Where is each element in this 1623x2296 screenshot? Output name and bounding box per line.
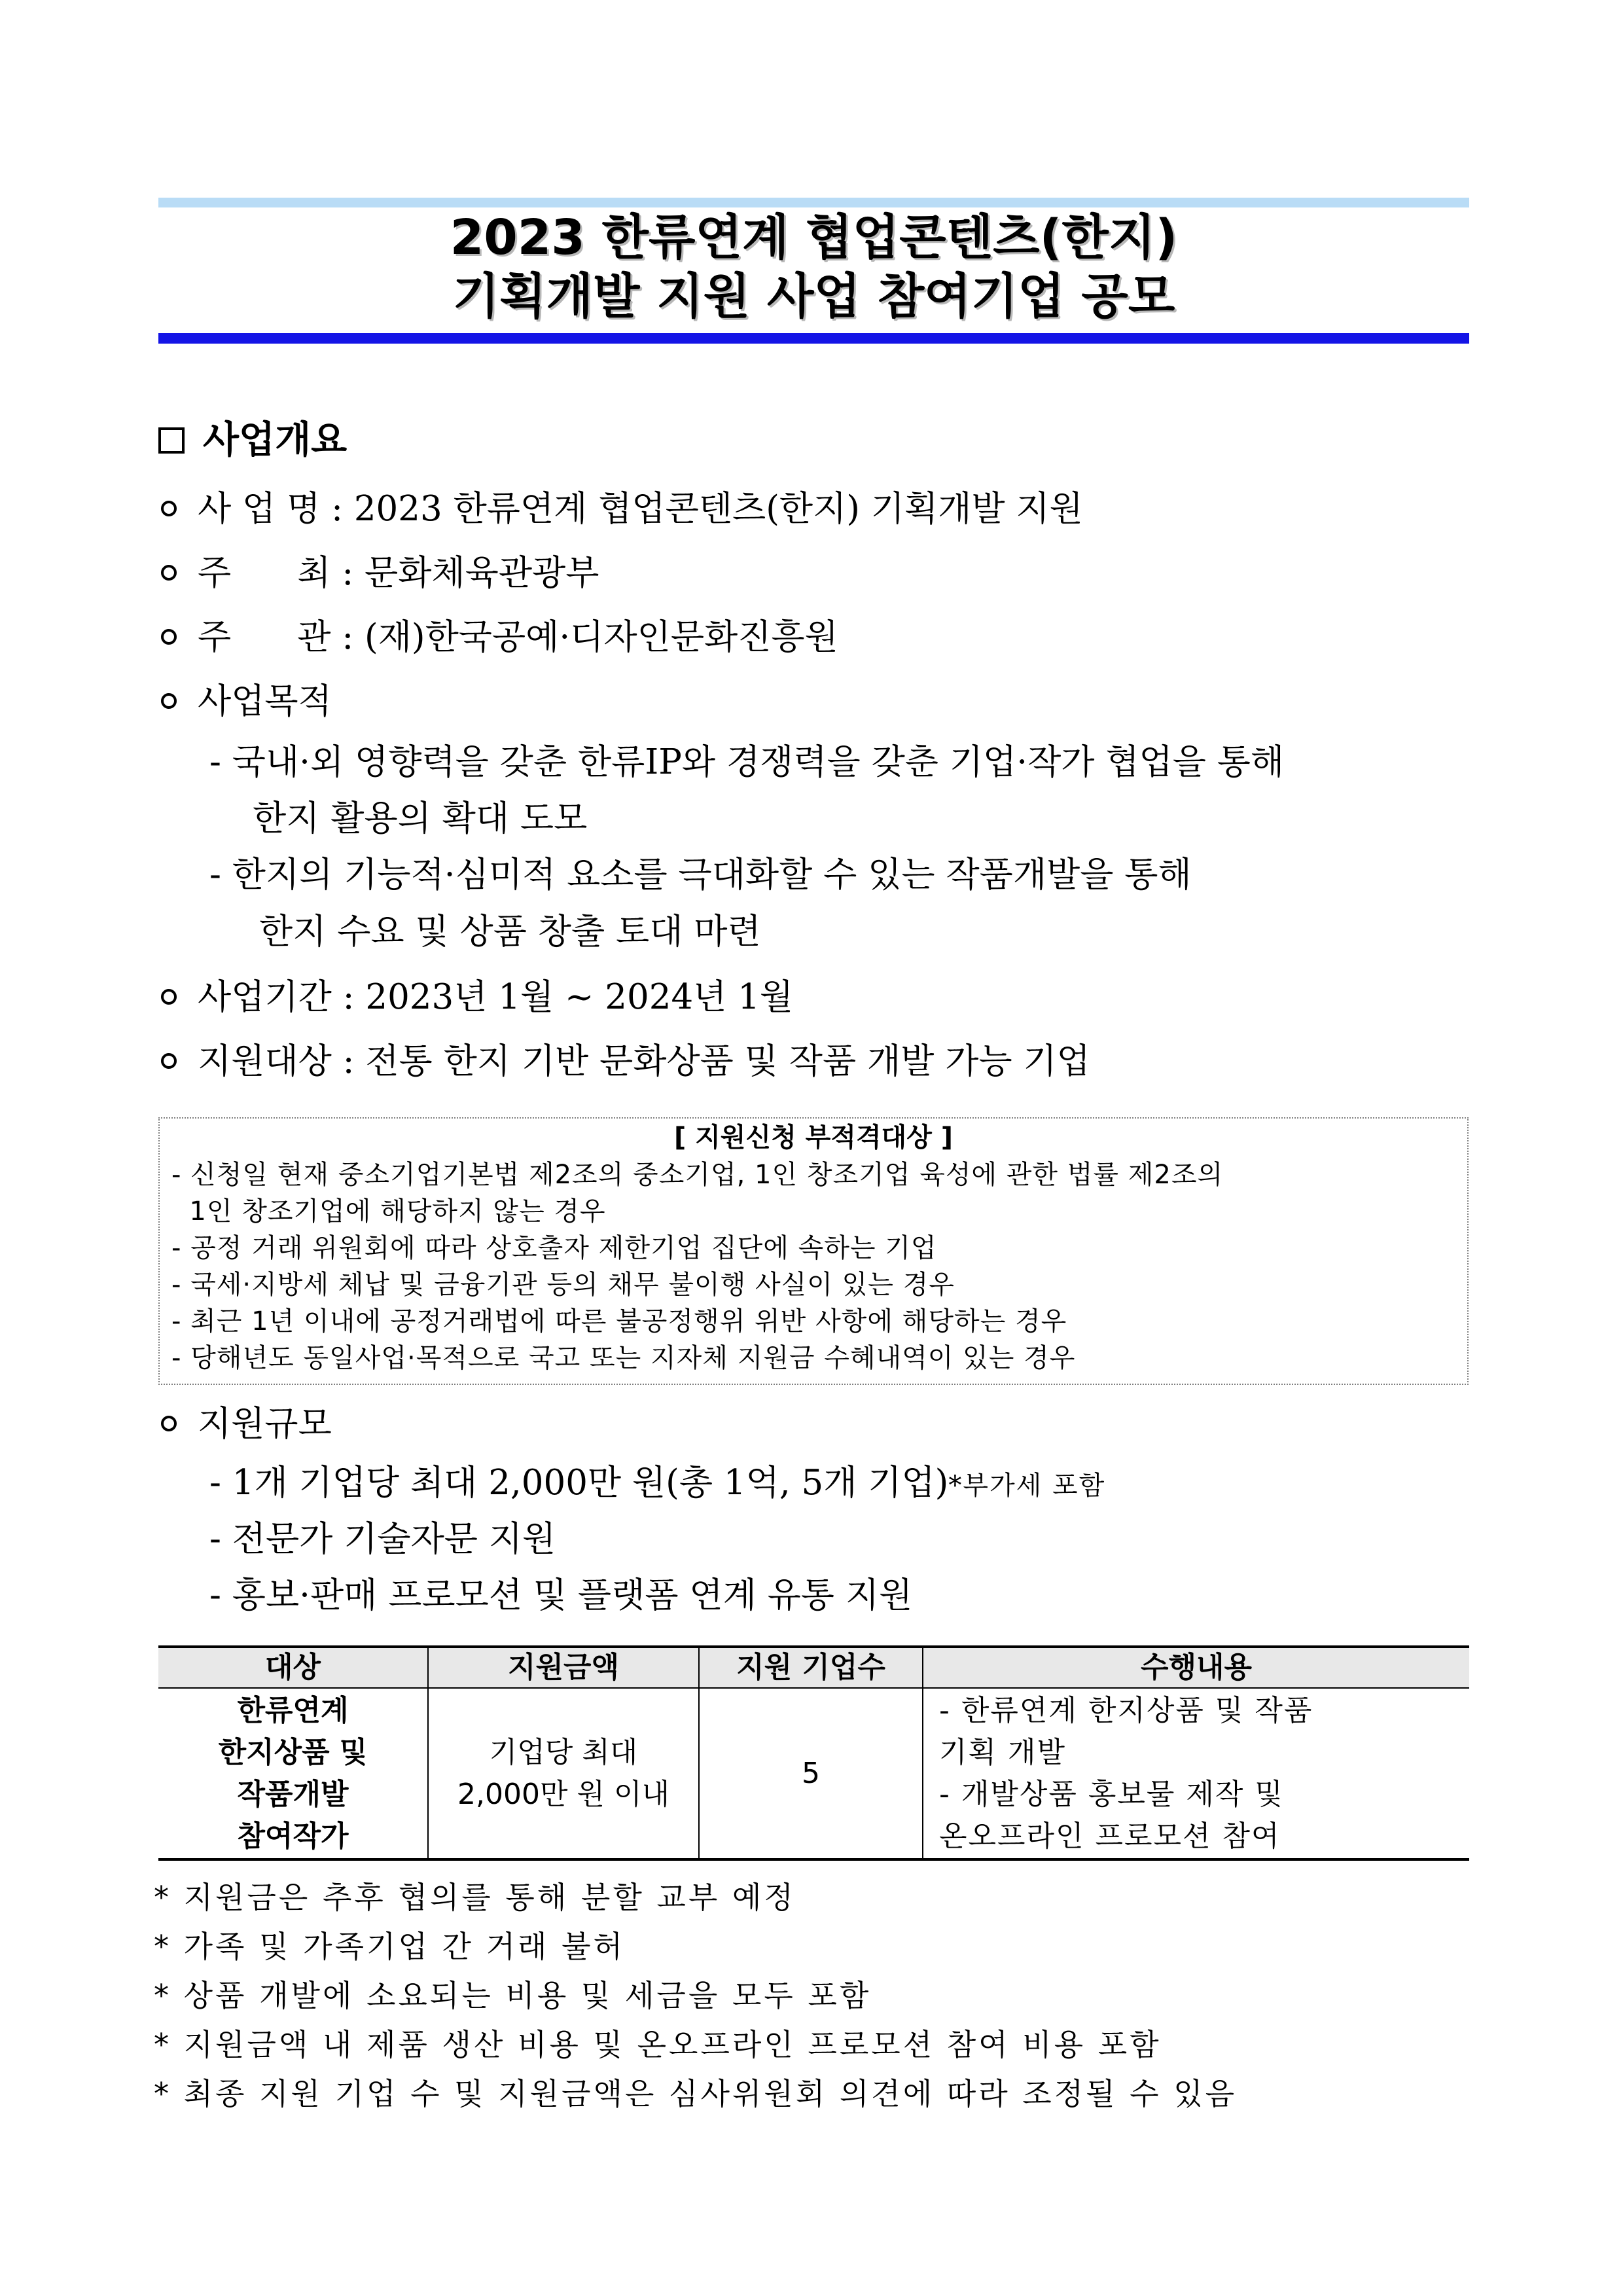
overview-target <box>161 1037 1090 1086</box>
overview-purpose <box>161 677 332 726</box>
target-text: 지원대상 : 전통 한지 기반 문화상품 및 작품 개발 가능 기업 <box>198 1041 1090 1081</box>
period-text: 사업기간 : 2023년 1월 ~ 2024년 1월 <box>198 977 794 1017</box>
note-item: * 가족 및 가족기업 간 거래 불허 <box>154 1929 625 1964</box>
title-line-2: 기획개발 지원 사업 참여기업 공모 <box>452 268 1175 325</box>
ineligibility-item: - 당해년도 동일사업·목적으로 국고 또는 지자체 지원금 수혜내역이 있는 경우 <box>171 1343 1076 1373</box>
ineligibility-box <box>158 1117 1469 1385</box>
overview-host <box>161 548 599 598</box>
cell-line: 온오프라인 프로모션 참여 <box>939 1819 1281 1853</box>
support-scale-item-3: - 홍보·판매 프로모션 및 플랫폼 연계 유통 지원 <box>209 1575 913 1615</box>
cell-line: 2,000만 원 이내 <box>457 1777 669 1811</box>
section-heading-text: 사업개요 <box>203 418 348 461</box>
circle-bullet-icon <box>161 629 177 645</box>
count-cell: 5 <box>699 1688 923 1859</box>
title-line-1: 2023 한류연계 협업콘텐츠(한지) <box>450 209 1178 266</box>
circle-bullet-icon <box>161 1053 177 1069</box>
host-text: 주 최 : 문화체육관광부 <box>198 553 599 593</box>
cell-line: 기업당 최대 <box>489 1735 638 1769</box>
title-top-bar <box>158 198 1469 207</box>
note-item: * 상품 개발에 소요되는 비용 및 세금을 모두 포함 <box>154 1978 872 2013</box>
square-bullet-icon <box>158 427 185 454</box>
purpose-item-2b: 한지 수요 및 상품 창출 토대 마련 <box>259 912 761 952</box>
ineligibility-item: - 최근 1년 이내에 공정거래법에 따른 불공정행위 위반 사항에 해당하는 경우 <box>171 1306 1067 1336</box>
cell-line: 기획 개발 <box>939 1735 1067 1769</box>
table-header-cell: 지원 기업수 <box>699 1647 923 1688</box>
content-cell <box>923 1688 1469 1859</box>
table-header-cell: 대상 <box>158 1647 428 1688</box>
circle-bullet-icon <box>161 693 177 709</box>
purpose-item-2a: - 한지의 기능적·심미적 요소를 극대화할 수 있는 작품개발을 통해 <box>209 855 1192 895</box>
purpose-label: 사업목적 <box>198 681 332 721</box>
purpose-item-1a: - 국내·외 영향력을 갖춘 한류IP와 경쟁력을 갖춘 기업·작가 협업을 통해 <box>209 742 1285 782</box>
organizer-text: 주 관 : (재)한국공예·디자인문화진흥원 <box>198 617 838 657</box>
cell-line: - 한류연계 한지상품 및 작품 <box>939 1693 1313 1727</box>
cell-line: 한류연계 <box>237 1693 349 1727</box>
circle-bullet-icon <box>161 501 177 516</box>
support-scale-item-1 <box>209 1458 1105 1511</box>
table-header-cell: 수행내용 <box>923 1647 1469 1688</box>
purpose-item-1b: 한지 활용의 확대 도모 <box>253 798 588 838</box>
overview-organizer <box>161 613 838 662</box>
cell-line: 작품개발 <box>237 1777 349 1811</box>
project-name-text: 사 업 명 : 2023 한류연계 협업콘텐츠(한지) 기획개발 지원 <box>198 489 1083 529</box>
note-item: * 지원금은 추후 협의를 통해 분할 교부 예정 <box>154 1880 796 1915</box>
overview-project-name <box>161 484 1083 534</box>
title-bottom-bar <box>158 333 1469 344</box>
ineligibility-title: [ 지원신청 부적격대상 ] <box>673 1122 954 1153</box>
note-item: * 지원금액 내 제품 생산 비용 및 온오프라인 프로모션 참여 비용 포함 <box>154 2027 1162 2062</box>
note-item: * 최종 지원 기업 수 및 지원금액은 심사위원회 의견에 따라 조정될 수 있음 <box>154 2076 1238 2111</box>
circle-bullet-icon <box>161 565 177 581</box>
ineligibility-item: - 공정 거래 위원회에 따라 상호출자 제한기업 집단에 속하는 기업 <box>171 1233 937 1263</box>
circle-bullet-icon <box>161 1416 177 1431</box>
table-header-cell: 지원금액 <box>428 1647 699 1688</box>
cell-line: - 개발상품 홍보물 제작 및 <box>939 1777 1284 1811</box>
support-scale-item-1-text: - 1개 기업당 최대 2,000만 원(총 1억, 5개 기업) <box>209 1463 949 1503</box>
amount-cell <box>428 1688 699 1859</box>
cell-line: 참여작가 <box>237 1819 349 1853</box>
ineligibility-item: - 국세·지방세 체납 및 금융기관 등의 채무 불이행 사실이 있는 경우 <box>171 1270 955 1300</box>
overview-period <box>161 973 793 1022</box>
circle-bullet-icon <box>161 989 177 1005</box>
support-scale <box>161 1399 332 1449</box>
support-table <box>158 1645 1469 1861</box>
table-row <box>158 1688 1469 1859</box>
support-scale-label: 지원규모 <box>198 1404 332 1444</box>
section-heading <box>158 414 347 466</box>
support-scale-item-2: - 전문가 기술자문 지원 <box>209 1519 556 1559</box>
ineligibility-item: - 신청일 현재 중소기업기본법 제2조의 중소기업, 1인 창조기업 육성에 관한 법률 제2조의 <box>171 1160 1224 1190</box>
page-title <box>158 208 1469 326</box>
target-cell <box>158 1688 428 1859</box>
ineligibility-item: 1인 창조기업에 해당하지 않는 경우 <box>171 1196 606 1227</box>
vat-note: *부가세 포함 <box>948 1471 1106 1501</box>
cell-line: 한지상품 및 <box>218 1735 368 1769</box>
table-header-row <box>158 1647 1469 1688</box>
